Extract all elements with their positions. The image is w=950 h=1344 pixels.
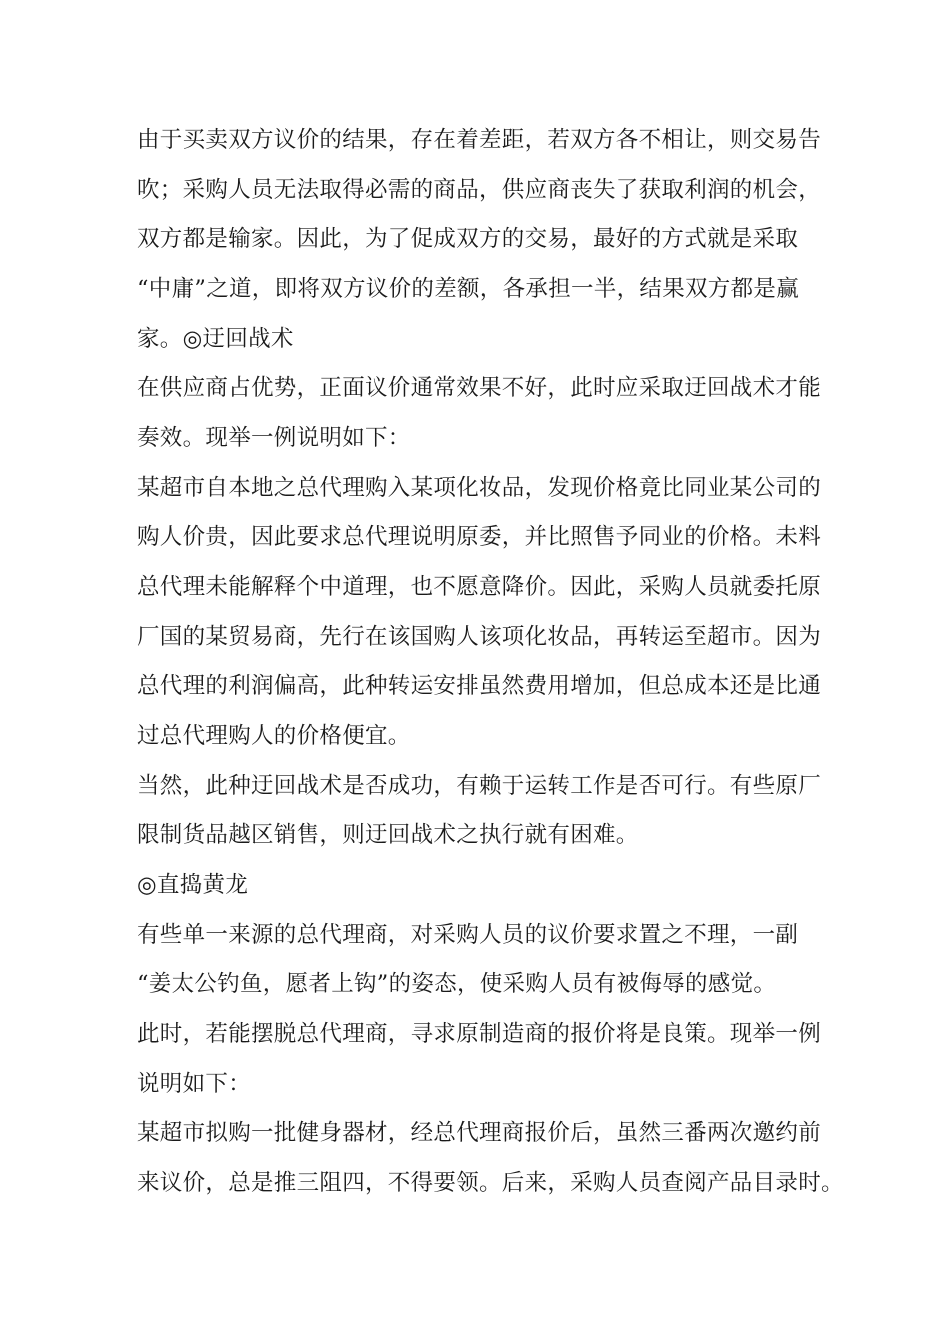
text-line: “姜太公钓鱼，愿者上钩”的姿态，使采购人员有被侮辱的感觉。 xyxy=(137,971,777,997)
text-line: 来议价，总是推三阻四，不得要领。后来，采购人员查阅产品目录时。 xyxy=(137,1170,844,1196)
text-line: 某超市自本地之总代理购入某项化妆品，发现价格竟比同业某公司的 xyxy=(137,475,822,501)
text-line: 购人价贵，因此要求总代理说明原委，并比照售予同业的价格。未料 xyxy=(137,524,822,550)
text-line: 有些单一来源的总代理商，对采购人员的议价要求置之不理，一副 xyxy=(137,922,799,948)
text-line: 在供应商占优势，正面议价通常效果不好，此时应采取迂回战术才能 xyxy=(137,375,822,401)
text-line: 厂国的某贸易商，先行在该国购人该项化妆品，再转运至超市。因为 xyxy=(137,624,822,650)
text-line: 此时，若能摆脱总代理商，寻求原制造商的报价将是良策。现举一例 xyxy=(137,1021,822,1047)
text-line: 家。◎迂回战术 xyxy=(137,326,294,352)
section-heading: ◎直捣黄龙 xyxy=(137,872,249,898)
text-line: 双方都是输家。因此，为了促成双方的交易，最好的方式就是采取 xyxy=(137,226,799,252)
text-line: 总代理未能解释个中道理，也不愿意降价。因此，采购人员就委托原 xyxy=(137,574,822,600)
text-line: 吹；采购人员无法取得必需的商品，供应商丧失了获取利润的机会， xyxy=(137,177,822,203)
text-line: 限制货品越区销售，则迂回战术之执行就有困难。 xyxy=(137,822,639,848)
text-line: 当然，此种迂回战术是否成功，有赖于运转工作是否可行。有些原厂 xyxy=(137,773,822,799)
text-line: “中庸”之道，即将双方议价的差额，各承担一半，结果双方都是赢 xyxy=(137,276,800,302)
text-line: 总代理的利润偏高，此种转运安排虽然费用增加，但总成本还是比通 xyxy=(137,673,822,699)
text-line: 说明如下： xyxy=(137,1071,252,1097)
text-line: 过总代理购人的价格便宜。 xyxy=(137,723,411,749)
text-line: 由于买卖双方议价的结果，存在着差距，若双方各不相让，则交易告 xyxy=(137,127,822,153)
text-line: 某超市拟购一批健身器材，经总代理商报价后，虽然三番两次邀约前 xyxy=(137,1120,822,1146)
text-line: 奏效。现举一例说明如下： xyxy=(137,425,411,451)
